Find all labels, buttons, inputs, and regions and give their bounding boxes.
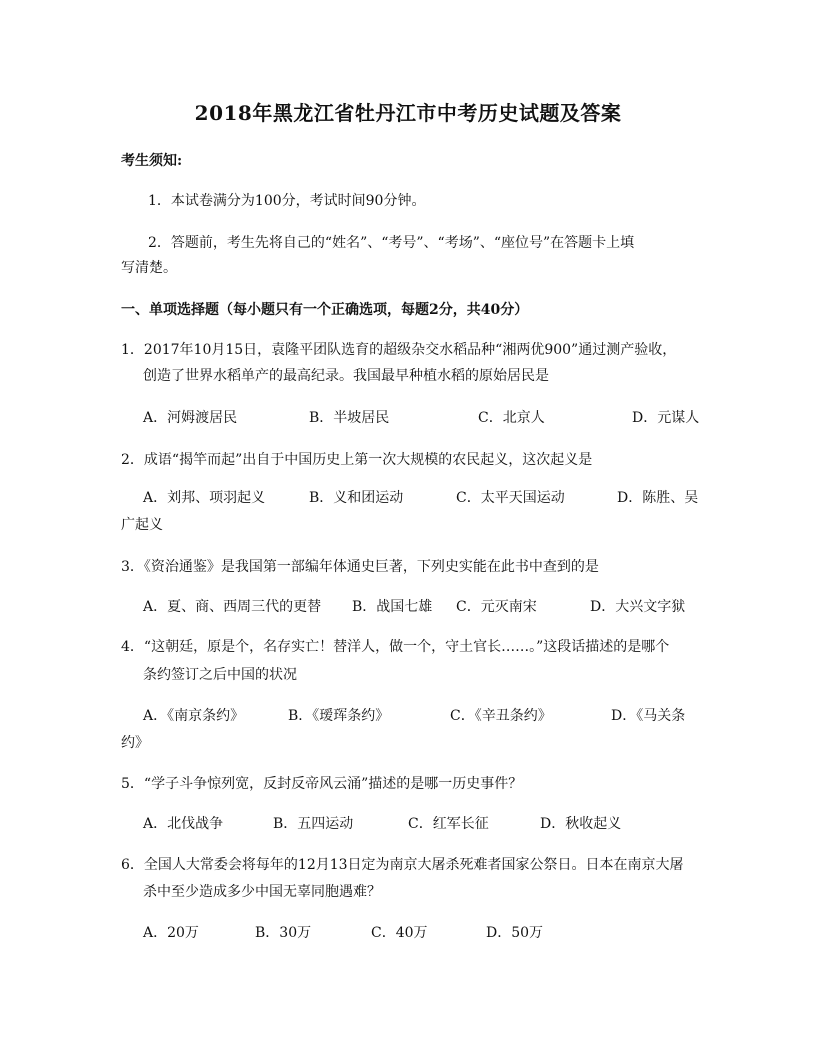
question-2-line-1: 2．成语“揭竿而起”出自于中国历史上第一次大规模的农民起义，这次起义是 (121, 452, 593, 468)
question-5-line-1: 5．“学子斗争惊列宽，反封反帝风云涌”描述的是哪一历史事件？ (121, 776, 523, 792)
question-5-option-a: A．北伐战争 (143, 816, 224, 832)
question-3-option-b: B．战国七雄 (352, 599, 433, 615)
question-2-option-d: D．陈胜、吴 (617, 490, 699, 506)
question-5-option-c: C．红军长征 (408, 816, 489, 832)
question-3-option-a: A．夏、商、西周三代的更替 (143, 599, 322, 615)
section-heading: 一、单项选择题（每小题只有一个正确选项，每题2分，共40分） (121, 302, 529, 318)
question-3-option-c: C．元灭南宋 (456, 599, 537, 615)
question-2-option-a: A．刘邦、项羽起义 (143, 490, 266, 506)
question-1-option-d: D．元谋人 (632, 410, 700, 426)
question-6-option-c: C．40万 (371, 925, 428, 941)
question-4-option-d-wrap: 约》 (121, 735, 149, 751)
question-1-option-a: A．河姆渡居民 (143, 410, 238, 426)
question-2-option-c: C．太平天国运动 (456, 490, 565, 506)
question-4-line-1: 4．“这朝廷，原是个，名存实亡！替洋人，做一个，守土官长……。”这段话描述的是哪个 (121, 639, 670, 655)
question-4-option-d: D．《马关条 (611, 708, 686, 724)
question-4-option-b: B．《瑷珲条约》 (288, 708, 390, 724)
notice-item-2-line-2: 写清楚。 (121, 260, 177, 276)
question-6-option-d: D．50万 (486, 925, 544, 941)
notice-item-2-line-1: 2．答题前，考生先将自己的“姓名”、“考号”、“考场”、“座位号”在答题卡上填 (148, 235, 635, 251)
question-6-option-a: A．20万 (143, 925, 199, 941)
question-1-option-c: C．北京人 (478, 410, 545, 426)
question-2-option-b: B．义和团运动 (309, 490, 404, 506)
question-4-option-a: A．《南京条约》 (143, 708, 245, 724)
notice-item-1: 1．本试卷满分为100分，考试时间90分钟。 (148, 193, 426, 209)
document-title: 2018年黑龙江省牡丹江市中考历史试题及答案 (194, 101, 622, 125)
question-4-line-2: 条约签订之后中国的状况 (143, 667, 297, 683)
question-6-line-2: 杀中至少造成多少中国无辜同胞遇难？ (143, 884, 381, 900)
question-1-line-2: 创造了世界水稻单产的最高纪录。我国最早种植水稻的原始居民是 (143, 368, 549, 384)
question-1-option-b: B．半坡居民 (309, 410, 390, 426)
question-6-option-b: B．30万 (255, 925, 312, 941)
question-2-option-d-wrap: 广起义 (121, 517, 163, 533)
question-1-line-1: 1．2017年10月15日，袁隆平团队选育的超级杂交水稻品种“湘两优900”通过测产验收， (121, 342, 677, 358)
question-4-option-c: C．《辛丑条约》 (450, 708, 552, 724)
question-5-option-d: D．秋收起义 (540, 816, 622, 832)
question-3-line-1: 3．《资治通鉴》是我国第一部编年体通史巨著，下列史实能在此书中查到的是 (121, 559, 599, 575)
question-6-line-1: 6．全国人大常委会将每年的12月13日定为南京大屠杀死难者国家公祭日。日本在南京大屠 (121, 857, 684, 873)
question-3-option-d: D．大兴文字狱 (590, 599, 686, 615)
question-5-option-b: B．五四运动 (273, 816, 354, 832)
notice-heading: 考生须知: (121, 153, 183, 169)
